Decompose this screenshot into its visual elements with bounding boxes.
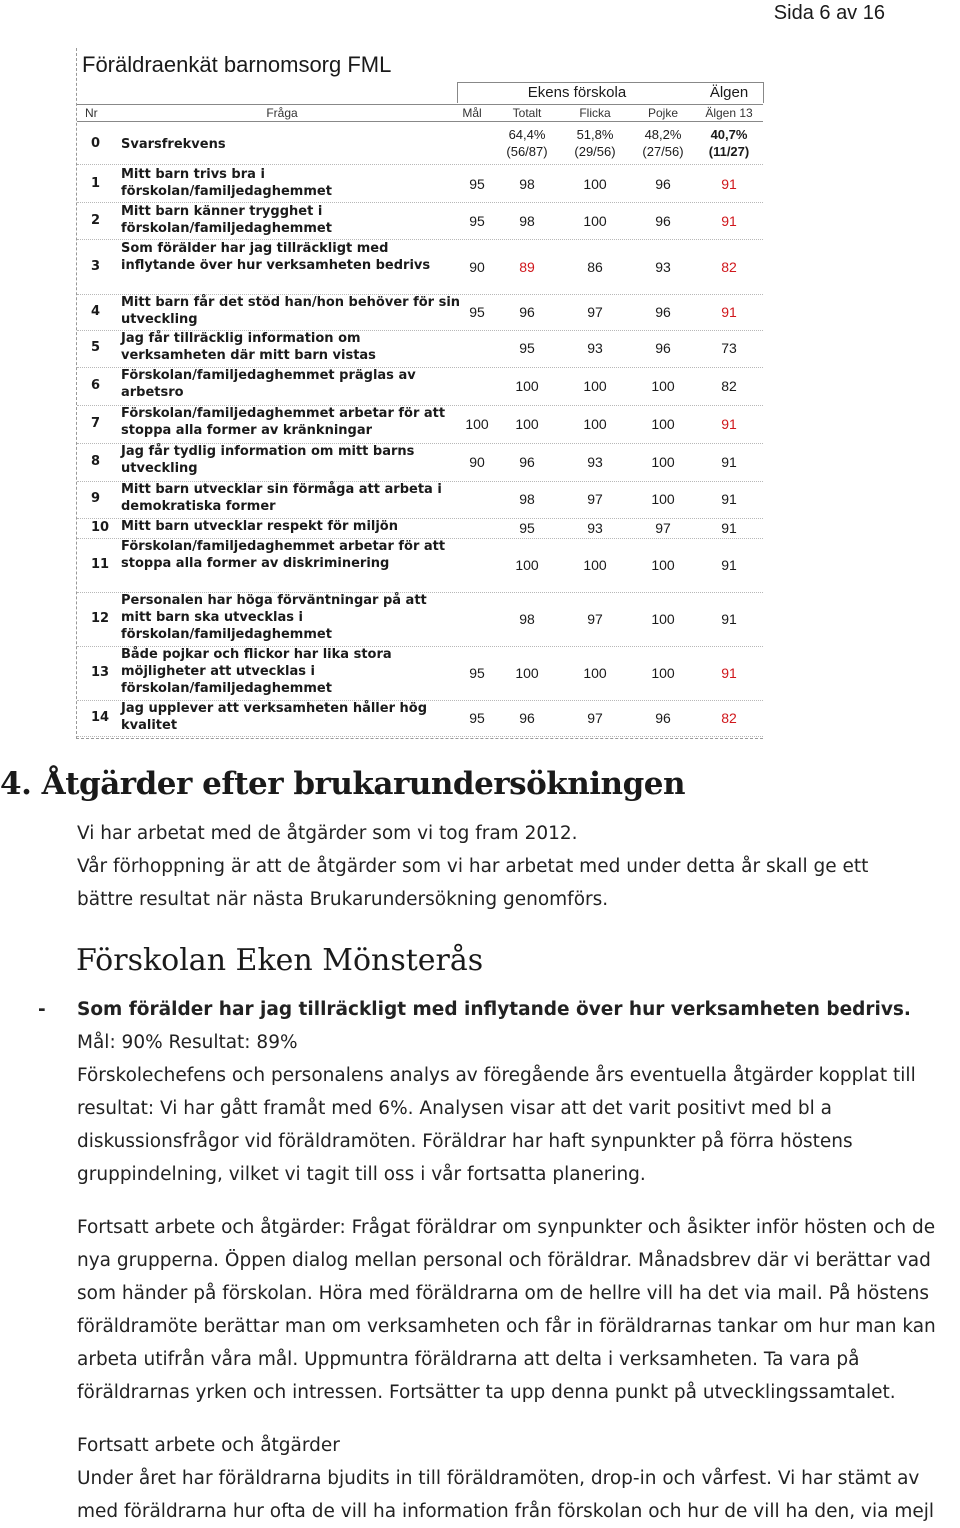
col-flicka: Flicka (579, 106, 611, 120)
row-question: Mitt barn får det stöd han/hon behöver för sin utveckling (121, 295, 461, 327)
table-row (77, 294, 763, 331)
cell-pojke: 100 (651, 664, 675, 681)
row-question: Förskolan/familjedaghemmet präglas av arbetsro (121, 368, 416, 400)
bullet-question: Som förälder har jag tillräckligt med inflytande över hur verksamheten bedrivs. (77, 999, 911, 1020)
cell-pojke: 100 (651, 491, 675, 507)
survey-title: Föräldraenkät barnomsorg FML (82, 52, 392, 77)
cell-algen: 91 (721, 519, 737, 536)
group-header-ekens: Ekens förskola (457, 82, 696, 103)
row-question: Mitt barn trivs bra i förskolan/familjedaghemmet (121, 167, 332, 199)
cell-totalt: 98 (519, 212, 535, 229)
table-row (77, 405, 763, 444)
bullet-dash: - (38, 999, 46, 1020)
eken-content (77, 993, 947, 1528)
row-nr: 12 (91, 610, 110, 626)
row-question: Som förälder har jag tillräckligt med inflytande över hur verksamheten bedrivs (121, 241, 431, 273)
table-row (77, 700, 763, 737)
cell-algen: 91 (721, 556, 737, 573)
cell-totalt: 100 (515, 415, 539, 432)
page-number: Sida 6 av 16 (773, 2, 885, 24)
col-fraga: Fråga (266, 106, 298, 120)
row-question: Jag upplever att verksamheten håller hög kvalitet (121, 701, 428, 733)
cell-totalt: 89 (519, 258, 535, 275)
cell-pojke: 100 (651, 377, 675, 394)
row-question: Jag får tillräcklig information om verksamheten där mitt barn vistas (121, 331, 376, 363)
cell-pojke: 93 (655, 258, 671, 275)
cell-mal: 95 (469, 212, 485, 229)
column-header-row (77, 104, 763, 122)
goal-line: Mål: 90% Resultat: 89% (77, 1032, 298, 1053)
cell-flicka: 97 (587, 303, 603, 320)
table-row (77, 538, 763, 593)
row-question: Förskolan/familjedaghemmet arbetar för att stoppa alla former av kränkningar (121, 406, 446, 438)
cell-algen: 73 (721, 340, 737, 356)
cell-flicka: 100 (583, 556, 607, 573)
cell-totalt: 95 (519, 340, 535, 356)
row-nr: 8 (91, 453, 101, 469)
table-row (77, 240, 763, 295)
cell-algen: 91 (721, 664, 737, 681)
col-nr: Nr (85, 106, 98, 120)
cell-algen: 91 (721, 453, 737, 470)
cell-flicka: 100 (583, 175, 607, 192)
col-pojke: Pojke (647, 106, 679, 120)
cell-pojke: 96 (655, 212, 671, 229)
row-nr: 9 (91, 491, 101, 506)
cell-pojke: 96 (655, 709, 671, 726)
cell-algen: 91 (721, 610, 737, 627)
cell-totalt: 100 (515, 556, 539, 573)
cell-flicka: 93 (587, 340, 603, 356)
table-row (77, 330, 763, 368)
survey-table (76, 48, 763, 739)
continued2-paragraph: Under året har föräldrarna bjudits in till föräldramöten, drop-in och vårfest. Vi har stämt av med föräldrarna hur ofta de vill ha information från förskolan och hur de vill ha den, via mejl (77, 1468, 935, 1522)
row-nr: 7 (91, 415, 101, 431)
cell-flicka: 97 (587, 610, 603, 627)
table-row (77, 443, 763, 482)
row-nr: 10 (91, 519, 110, 535)
row-nr: 1 (91, 175, 101, 191)
cell-algen: 40,7% (11/27) (708, 127, 750, 159)
cell-mal: 95 (469, 175, 485, 192)
eken-heading: Förskolan Eken Mönsterås (76, 943, 484, 978)
section-heading: 4. Åtgärder efter brukarundersökningen (0, 766, 686, 802)
row-question: Jag får tydlig information om mitt barns utveckling (121, 444, 415, 476)
paragraph: Vi har arbetat med de åtgärder som vi tog fram 2012. (77, 823, 578, 844)
col-algen: Älgen 13 (705, 106, 753, 120)
section-text (77, 817, 897, 916)
cell-pojke: 100 (651, 415, 675, 432)
cell-flicka: 51,8% (29/56) (574, 127, 616, 159)
cell-flicka: 100 (583, 212, 607, 229)
cell-totalt: 98 (519, 491, 535, 507)
continued-paragraph: Fortsatt arbete och åtgärder: Frågat föräldrar om synpunkter och åsikter inför hösten och de nya grupperna. Öppen dialog mellan personal och föräldrar. Månadsbrev där vi berättar vad som händer på förskolan. Höra med föräldrarna om de hellre vill ha det via mail. På höstens föräldramöte berättar man om verksamheten och får in föräldrarnas tankar om hur man kan arbeta utifrån våra mål. Uppmuntra föräldrarna att delta i verksamheten. Ta vara på föräldrarnas yrken och intressen. Fortsätter ta upp denna punkt på utvecklingssamtalet. (77, 1217, 936, 1403)
paragraph: Vår förhoppning är att de åtgärder som vi har arbetat med under detta år skall ge ett bättre resultat när nästa Brukarundersökning genomförs. (77, 856, 869, 910)
cell-pojke: 48,2% (27/56) (642, 127, 684, 159)
cell-pojke: 97 (655, 519, 671, 536)
row-question: Mitt barn utvecklar respekt för miljön (121, 519, 398, 534)
cell-totalt: 64,4% (56/87) (506, 127, 548, 159)
cell-pojke: 100 (651, 556, 675, 573)
table-row (77, 592, 763, 647)
cell-totalt: 95 (519, 519, 535, 536)
row-question: Svarsfrekvens (121, 137, 226, 152)
group-header-algen: Älgen (695, 82, 764, 103)
cell-pojke: 96 (655, 303, 671, 320)
row-question: Mitt barn utvecklar sin förmåga att arbeta i demokratiska former (121, 482, 442, 514)
cell-flicka: 100 (583, 415, 607, 432)
cell-flicka: 100 (583, 664, 607, 681)
cell-pojke: 96 (655, 175, 671, 192)
table-row (77, 203, 763, 240)
cell-totalt: 98 (519, 610, 535, 627)
cell-algen: 91 (721, 491, 737, 507)
col-mal: Mål (462, 106, 482, 120)
cell-pojke: 96 (655, 340, 671, 356)
table-row (77, 518, 763, 539)
cell-algen: 82 (721, 377, 737, 394)
cell-mal: 95 (469, 709, 485, 726)
row-nr: 0 (91, 136, 101, 151)
cell-totalt: 96 (519, 453, 535, 470)
row-nr: 6 (91, 377, 101, 393)
row-question: Både pojkar och flickor har lika stora möjligheter att utvecklas i förskolan/familjedaghemmet (121, 647, 392, 696)
table-row (77, 166, 763, 203)
cell-flicka: 93 (587, 519, 603, 536)
col-totalt: Totalt (512, 106, 542, 120)
cell-mal: 100 (465, 415, 489, 432)
row-question: Personalen har höga förväntningar på att mitt barn ska utvecklas i förskolan/familjedaghemmet (121, 593, 427, 642)
row-question: Mitt barn känner trygghet i förskolan/familjedaghemmet (121, 204, 332, 236)
cell-flicka: 86 (587, 258, 603, 275)
cell-flicka: 93 (587, 453, 603, 470)
cell-algen: 82 (721, 709, 737, 726)
cell-flicka: 97 (587, 709, 603, 726)
cell-totalt: 98 (519, 175, 535, 192)
cell-totalt: 100 (515, 377, 539, 394)
row-nr: 3 (91, 258, 101, 274)
row-nr: 14 (91, 709, 110, 725)
cell-pojke: 100 (651, 453, 675, 470)
analysis-paragraph: Förskolechefens och personalens analys av föregående års eventuella åtgärder kopplat till resultat: Vi har gått framåt med 6%. Analysen visar att det varit positivt med bl a diskussionsfrågor vid föräldramöten. Föräldrar har haft synpunkter på förra höstens gruppindelning, vilket vi tagit till oss i vår fortsatta planering. (77, 1065, 916, 1185)
cell-pojke: 100 (651, 610, 675, 627)
cell-totalt: 96 (519, 303, 535, 320)
cell-algen: 82 (721, 258, 737, 275)
table-row (77, 646, 763, 701)
cell-mal: 90 (469, 453, 485, 470)
cell-mal: 90 (469, 258, 485, 275)
cell-algen: 91 (721, 212, 737, 229)
table-row (77, 481, 763, 519)
cell-algen: 91 (721, 175, 737, 192)
cell-totalt: 96 (519, 709, 535, 726)
cell-flicka: 97 (587, 491, 603, 507)
row-nr: 11 (91, 556, 110, 572)
cell-mal: 95 (469, 303, 485, 320)
table-row-response-rate (77, 122, 763, 165)
cell-totalt: 100 (515, 664, 539, 681)
cell-algen: 91 (721, 415, 737, 432)
continued2-title: Fortsatt arbete och åtgärder (77, 1435, 340, 1456)
table-row (77, 367, 763, 406)
row-nr: 5 (91, 340, 101, 355)
cell-flicka: 100 (583, 377, 607, 394)
cell-algen: 91 (721, 303, 737, 320)
cell-mal: 95 (469, 664, 485, 681)
row-nr: 4 (91, 303, 101, 319)
row-nr: 2 (91, 212, 101, 228)
row-nr: 13 (91, 664, 110, 680)
row-question: Förskolan/familjedaghemmet arbetar för att stoppa alla former av diskriminering (121, 539, 446, 571)
